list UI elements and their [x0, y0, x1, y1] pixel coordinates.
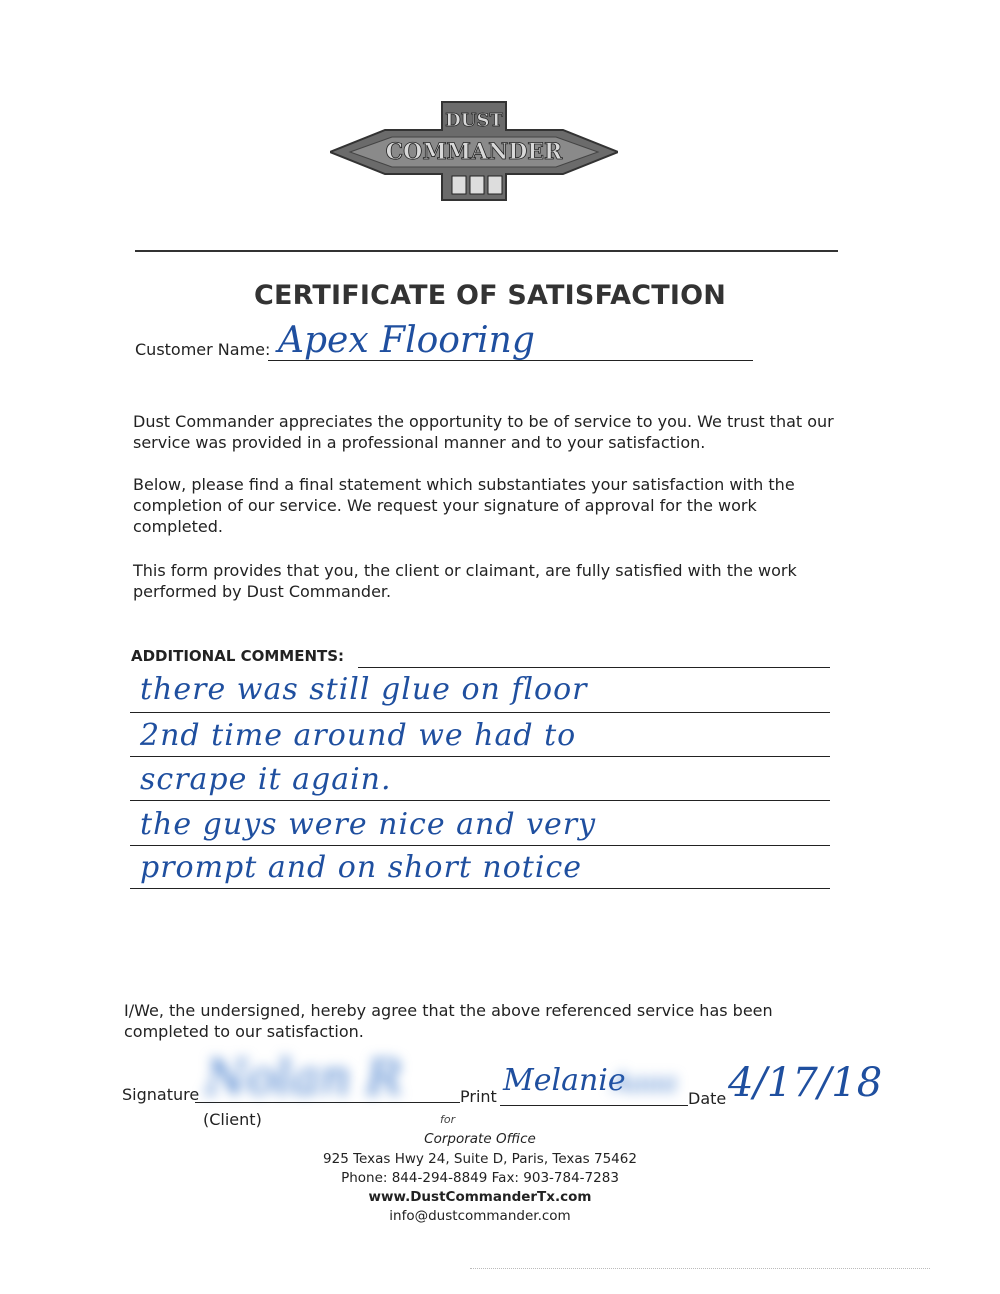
print-value: Melanie [503, 1063, 626, 1098]
print-redacted: Aaaa [612, 1068, 678, 1098]
client-label: (Client) [203, 1110, 262, 1129]
comments-label: ADDITIONAL COMMENTS: [131, 647, 345, 665]
comment-line [130, 888, 830, 889]
comment-line [358, 667, 830, 668]
comment-line [130, 712, 830, 713]
statement-paragraph: Below, please find a final statement which substantiates your satisfaction with the completion of our service. We request your signature of approval for the work completed. [133, 475, 795, 536]
comment-text: prompt and on short notice [140, 850, 583, 885]
comment-line [130, 800, 830, 801]
signature-label: Signature [122, 1085, 200, 1104]
customer-name-value: Apex Flooring [278, 320, 535, 361]
dust-commander-logo [330, 92, 618, 210]
footer-email[interactable]: info@dustcommander.com [389, 1208, 571, 1224]
date-value: 4/17/18 [728, 1060, 883, 1106]
intro-paragraph: Dust Commander appreciates the opportunity to be of service to you. We trust that our service was provided in a professional manner and to your satisfaction. [133, 412, 834, 452]
comment-text: scrape it again. [140, 762, 392, 797]
date-label: Date [688, 1089, 727, 1108]
comment-line [130, 756, 830, 757]
logo-line1: DUST [445, 110, 503, 131]
footer-website[interactable]: www.DustCommanderTx.com [368, 1189, 592, 1205]
comment-line [130, 845, 830, 846]
header-rule [135, 250, 838, 252]
scan-artifact-line [470, 1268, 930, 1269]
comment-text: the guys were nice and very [140, 807, 597, 842]
form-paragraph: This form provides that you, the client or claimant, are fully satisfied with the work performed by Dust Commander. [133, 561, 797, 601]
comment-text: there was still glue on floor [140, 672, 588, 707]
signature-value: Nolan R [205, 1050, 403, 1106]
print-label: Print [460, 1087, 497, 1106]
footer-office: Corporate Office [424, 1131, 536, 1147]
footer-note: for [440, 1113, 456, 1126]
agreement-paragraph: I/We, the undersigned, hereby agree that the above referenced service has been completed to our satisfaction. [124, 1001, 773, 1041]
page-title: CERTIFICATE OF SATISFACTION [253, 280, 727, 311]
footer-address: 925 Texas Hwy 24, Suite D, Paris, Texas 75462 [323, 1151, 637, 1167]
customer-name-label: Customer Name: [135, 340, 271, 359]
logo-line2: COMMANDER [385, 139, 563, 165]
footer-phone: Phone: 844-294-8849 Fax: 903-784-7283 [341, 1170, 619, 1186]
comment-text: 2nd time around we had to [140, 718, 577, 753]
print-line [500, 1105, 688, 1106]
